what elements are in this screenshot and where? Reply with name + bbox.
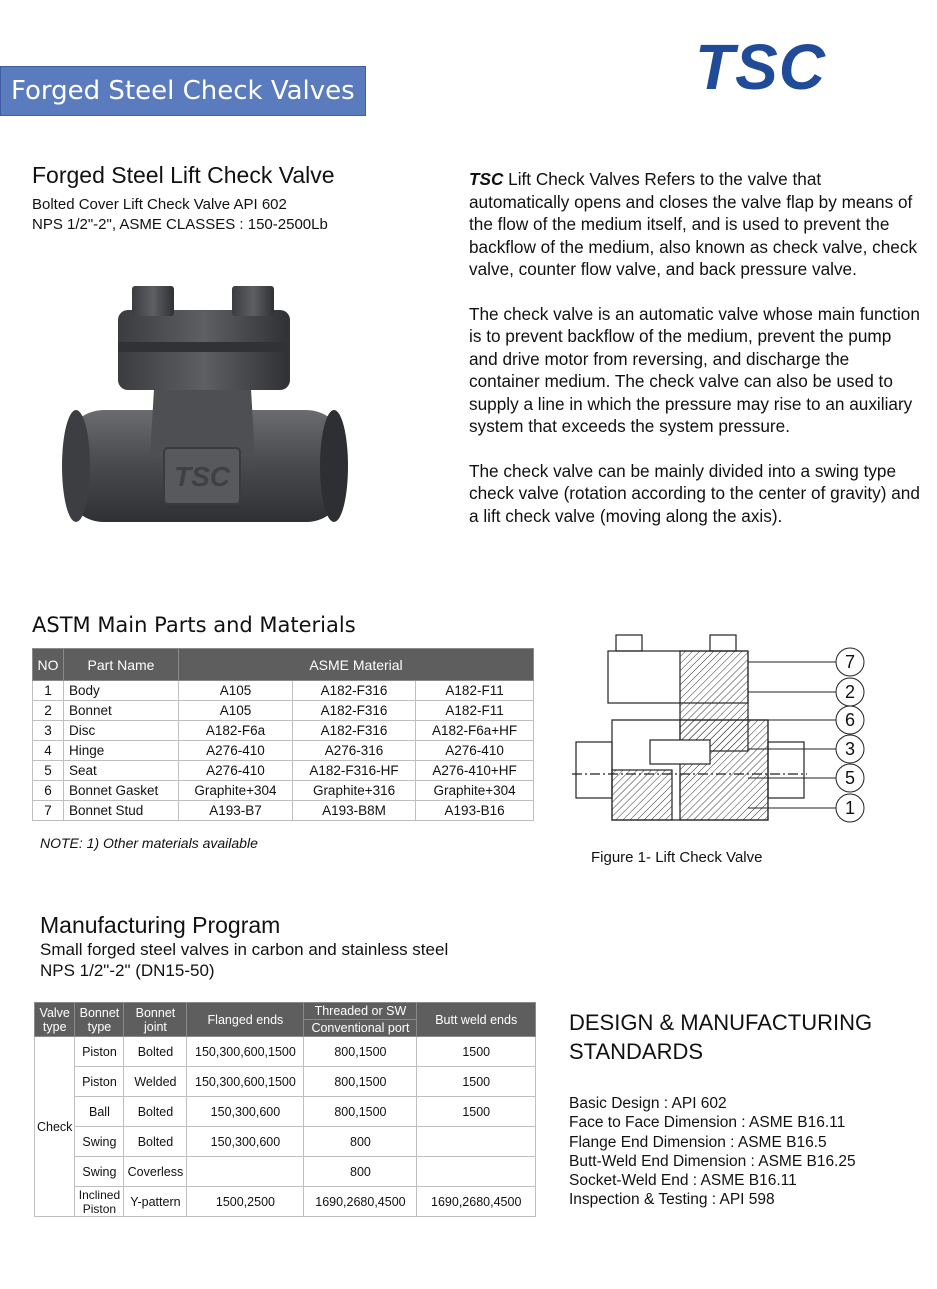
callout-2: 2 [844,682,856,702]
description-paragraph-2: The check valve is an automatic valve whose main function is to prevent backflow of the medium, prevent the pump and drive motor from reversing, and discharge the container medium. The check valve can also be used to supply a line in which the pressure may rise to an auxiliary system that exceeds the system pressure. [469,303,920,436]
cell-no: 4 [33,741,64,761]
cell-no: 7 [33,801,64,821]
materials-note: NOTE: 1) Other materials available [40,835,258,851]
header-butt-weld-ends: Butt weld ends [417,1003,536,1037]
product-classes: NPS 1/2"-2", ASME CLASSES : 150-2500Lb [32,216,328,233]
cell-butt-weld [417,1157,536,1187]
cell-bonnet-type: Inclined Piston [75,1187,124,1217]
standard-item: Flange End Dimension : ASME B16.5 [569,1133,827,1151]
cross-section-figure [572,630,872,830]
description-text-1: Lift Check Valves Refers to the valve that automatically opens and closes the valve flap by means of the flow of the medium itself, and is used to prevent the backflow of the medium, also known as check valve, check valve, counter flow valve, and back pressure valve. [469,169,918,279]
cell-part-name: Bonnet [64,701,179,721]
cell-bonnet-joint: Y-pattern [124,1187,187,1217]
table-row [33,801,534,821]
standard-item: Butt-Weld End Dimension : ASME B16.25 [569,1152,856,1170]
cell-material: A182-F316-HF [292,761,415,781]
header-asme-material: ASME Material [179,649,534,681]
cell-material: A182-F11 [416,681,534,701]
cell-butt-weld: 1690,2680,4500 [417,1187,536,1217]
callout-5: 5 [844,768,856,788]
cell-flanged-ends: 150,300,600,1500 [187,1067,304,1097]
cell-bonnet-joint: Bolted [124,1097,187,1127]
cell-no: 6 [33,781,64,801]
cell-material: A276-410 [179,761,293,781]
cell-flanged-ends [187,1157,304,1187]
cell-threaded-port: 800 [304,1127,417,1157]
cell-bonnet-joint: Bolted [124,1037,187,1067]
header-bonnet-type: Bonnet type [75,1003,124,1037]
cell-material: A105 [179,701,293,721]
callout-6: 6 [844,710,856,730]
cell-material: A182-F316 [292,721,415,741]
cell-part-name: Seat [64,761,179,781]
header-flanged-ends: Flanged ends [187,1003,304,1037]
cell-material: Graphite+316 [292,781,415,801]
cell-material: A193-B8M [292,801,415,821]
callout-3: 3 [844,739,856,759]
banner-title: Forged Steel Check Valves [11,76,355,106]
cell-material: A182-F316 [292,701,415,721]
cell-material: A105 [179,681,293,701]
cell-material: A276-410+HF [416,761,534,781]
cell-flanged-ends: 150,300,600,1500 [187,1037,304,1067]
cell-part-name: Hinge [64,741,179,761]
cell-threaded-port: 800,1500 [304,1097,417,1127]
standard-item: Socket-Weld End : ASME B16.11 [569,1172,797,1190]
cell-flanged-ends: 150,300,600 [187,1097,304,1127]
tsc-logo: TSC [695,31,826,103]
description-paragraph-1 [469,168,924,281]
cell-bonnet-joint: Coverless [124,1157,187,1187]
cell-bonnet-type: Piston [75,1037,124,1067]
cell-part-name: Disc [64,721,179,741]
table-row [33,761,534,781]
product-subtitle: Bolted Cover Lift Check Valve API 602 [32,196,287,213]
cell-butt-weld: 1500 [417,1037,536,1067]
callout-1: 1 [844,798,856,818]
cell-butt-weld [417,1127,536,1157]
manufacturing-subtitle: Small forged steel valves in carbon and stainless steel [40,940,449,959]
cell-material: A182-F6a+HF [416,721,534,741]
table-row [35,1097,536,1127]
cell-threaded-port: 800,1500 [304,1037,417,1067]
description [469,168,924,549]
standard-item: Basic Design : API 602 [569,1095,727,1112]
standard-item: Face to Face Dimension : ASME B16.11 [569,1114,846,1132]
cell-bonnet-joint: Welded [124,1067,187,1097]
cell-flanged-ends: 1500,2500 [187,1187,304,1217]
header-valve-type: Valve type [35,1003,75,1037]
cell-threaded-port: 1690,2680,4500 [304,1187,417,1217]
cell-material: A182-F11 [416,701,534,721]
page-banner [0,66,366,116]
cell-material: A276-410 [416,741,534,761]
cell-no: 2 [33,701,64,721]
cell-material: A276-410 [179,741,293,761]
standards-title: DESIGN & MANUFACTURING STANDARDS [569,1010,873,1064]
cell-material: A182-F6a [179,721,293,741]
header-bonnet-joint: Bonnet joint [124,1003,187,1037]
cell-material: Graphite+304 [416,781,534,801]
callout-7: 7 [844,652,856,672]
materials-table [32,648,534,821]
header-no: NO [33,649,64,681]
cell-no: 5 [33,761,64,781]
cell-butt-weld: 1500 [417,1067,536,1097]
header-threaded-sw: Threaded or SW [304,1003,417,1020]
cell-bonnet-type: Swing [75,1127,124,1157]
cell-material: A193-B16 [416,801,534,821]
cell-butt-weld: 1500 [417,1097,536,1127]
cell-part-name: Bonnet Gasket [64,781,179,801]
header-conventional-port: Conventional port [304,1020,417,1037]
table-row [35,1067,536,1097]
table-row [33,721,534,741]
cell-bonnet-type: Swing [75,1157,124,1187]
cell-material: A193-B7 [179,801,293,821]
table-row [35,1157,536,1187]
description-paragraph-3: The check valve can be mainly divided into a swing type check valve (rotation according to the center of gravity) and a lift check valve (moving along the axis). [469,460,920,526]
cell-material: Graphite+304 [179,781,293,801]
header-part-name: Part Name [64,649,179,681]
manufacturing-table [34,1002,536,1217]
materials-title: ASTM Main Parts and Materials [32,613,356,637]
manufacturing-title: Manufacturing Program [40,912,281,938]
cell-part-name: Body [64,681,179,701]
manufacturing-size-range: NPS 1/2"-2" (DN15-50) [40,961,215,980]
standard-item: Inspection & Testing : API 598 [569,1191,775,1209]
cell-bonnet-type: Piston [75,1067,124,1097]
cell-threaded-port: 800 [304,1157,417,1187]
cell-flanged-ends: 150,300,600 [187,1127,304,1157]
standards-list [569,1094,856,1210]
cell-no: 3 [33,721,64,741]
cell-valve-type: Check [35,1037,75,1217]
table-row [35,1127,536,1157]
cell-part-name: Bonnet Stud [64,801,179,821]
brand-name: TSC [469,169,504,189]
table-row [33,781,534,801]
cell-threaded-port: 800,1500 [304,1067,417,1097]
cell-bonnet-type: Ball [75,1097,124,1127]
product-title: Forged Steel Lift Check Valve [32,162,335,188]
valve-photo [60,282,350,532]
cell-no: 1 [33,681,64,701]
cell-bonnet-joint: Bolted [124,1127,187,1157]
photo-mark: TSC [174,461,230,492]
cell-material: A276-316 [292,741,415,761]
table-row [35,1187,536,1217]
table-row [35,1037,536,1067]
table-row [33,681,534,701]
figure-caption: Figure 1- Lift Check Valve [591,849,763,866]
table-row [33,741,534,761]
table-row [33,701,534,721]
cell-material: A182-F316 [292,681,415,701]
